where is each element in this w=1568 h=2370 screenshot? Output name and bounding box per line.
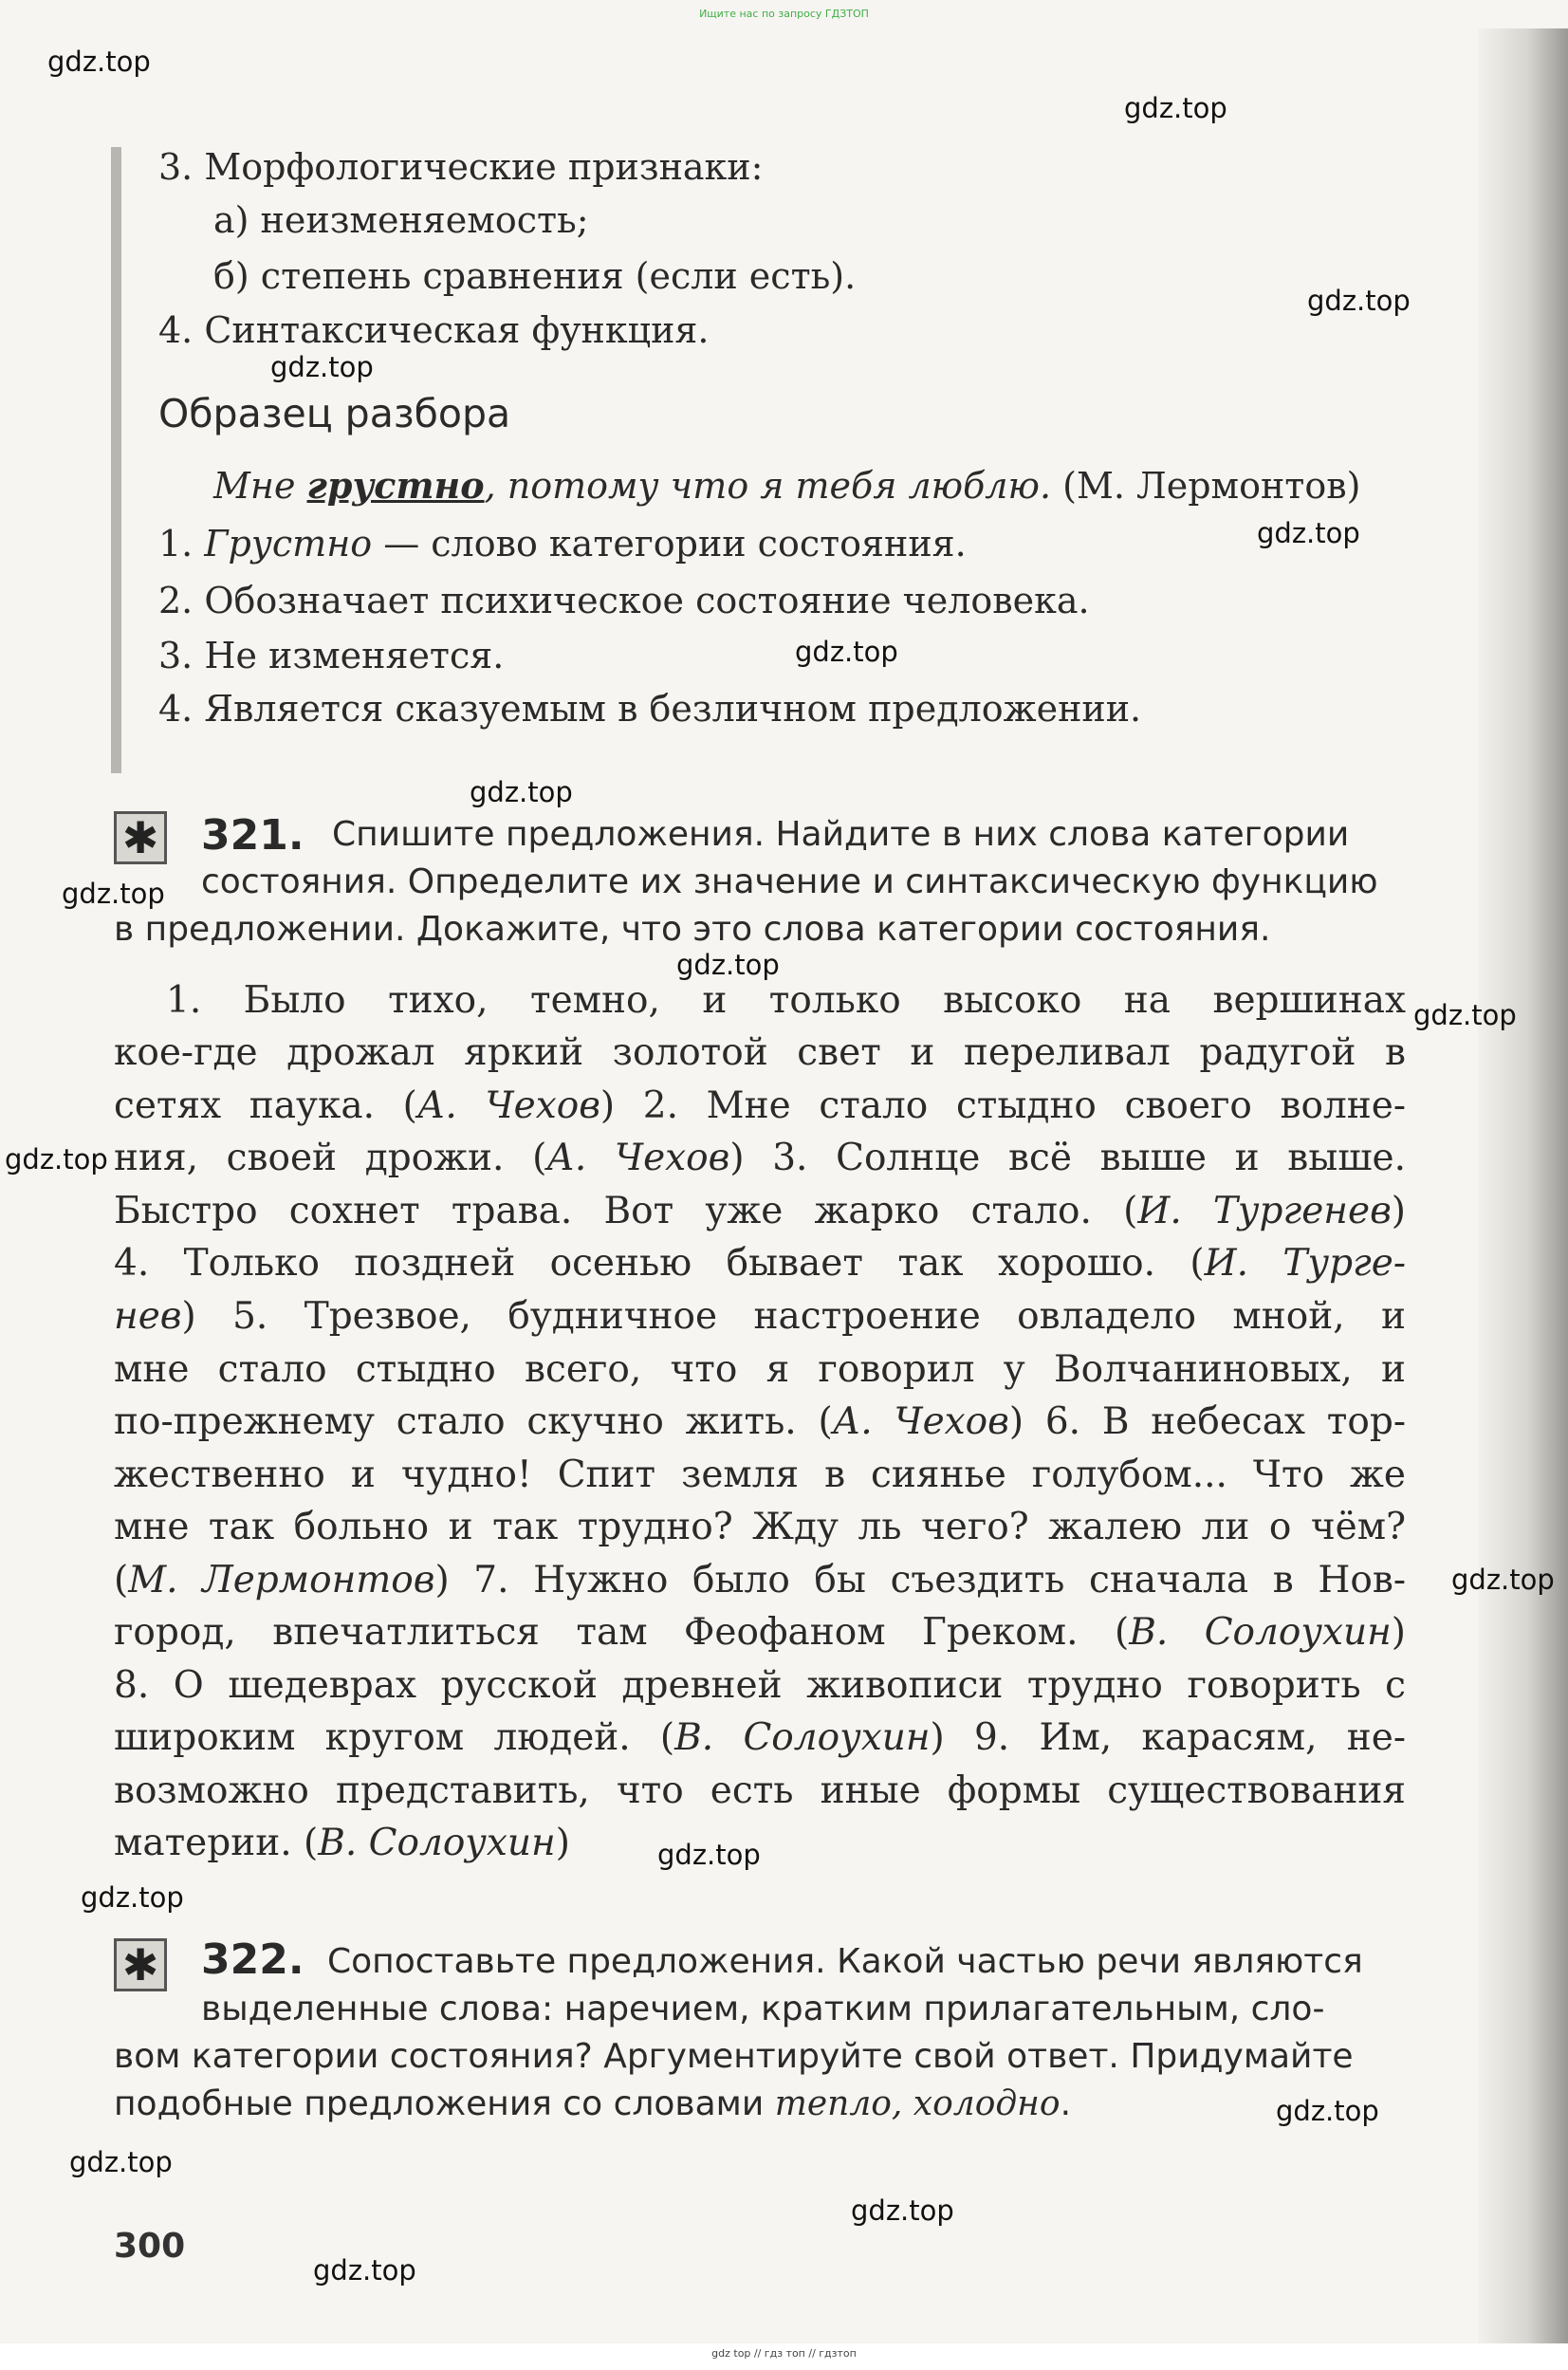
- sample-line-1-rest: — слово категории состояния.: [372, 523, 967, 565]
- exercise-321-line: [114, 1716, 1406, 1759]
- sentence-text: мне стало стыдно всего, что я говорил у Волчаниновых, и: [114, 1348, 1406, 1391]
- exercise-322-task-line-4: [114, 2084, 1072, 2123]
- exercise-321-line: [114, 1031, 1406, 1074]
- footer-note: gdz top // гдз топ // гдзтоп: [711, 2347, 857, 2360]
- page-edge-shadow: [1478, 28, 1568, 2343]
- watermark: gdz.top: [1257, 517, 1360, 549]
- sentence-text: мне так больно и так трудно? Жду ль чего? жалею ли о чём?: [114, 1506, 1406, 1548]
- exercise-321-line: [114, 1453, 1406, 1496]
- sentence-text: широким кругом людей. (: [114, 1716, 675, 1759]
- sample-line-1-word: Грустно: [204, 523, 373, 565]
- sentence-text: ): [1391, 1611, 1406, 1654]
- sample-heading: Образец разбора: [158, 391, 511, 436]
- sample-line-1-num: 1.: [158, 523, 205, 565]
- watermark: gdz.top: [795, 636, 898, 668]
- exercise-321-number: 321.: [201, 811, 304, 860]
- sentence-text: Быстро сохнет трава. Вот уже жарко стало. (: [114, 1190, 1138, 1232]
- exercise-321-line: [114, 1295, 1406, 1338]
- sentence-text: жественно и чудно! Спит земля в сиянье голубом... Что же: [114, 1453, 1406, 1496]
- exercise-321-line: [114, 1611, 1406, 1654]
- exercise-322-number: 322.: [201, 1935, 304, 1984]
- plan-item-3a: а) неизменяемость;: [213, 199, 589, 241]
- watermark: gdz.top: [1413, 999, 1517, 1031]
- author-name: нев: [114, 1295, 182, 1338]
- author-name: А. Чехов: [546, 1137, 730, 1179]
- author-name: В. Солоухин: [674, 1716, 931, 1759]
- asterisk-icon: ✱: [114, 1938, 167, 1991]
- exercise-321-line: [114, 1769, 1406, 1812]
- sentence-text: сетях паука. (: [114, 1084, 417, 1127]
- plan-item-4: 4. Синтаксическая функция.: [158, 309, 710, 351]
- exercise-321-line: [114, 1137, 1406, 1179]
- sample-line-3: 3. Не изменяется.: [158, 635, 505, 676]
- sentence-text: ) 3. Солнце всё выше и выше.: [729, 1137, 1406, 1179]
- watermark: gdz.top: [47, 46, 151, 78]
- watermark: gdz.top: [270, 351, 374, 383]
- watermark: gdz.top: [81, 1881, 184, 1914]
- sentence-text: 8. О шедеврах русской древней живописи трудно говорить с: [114, 1664, 1406, 1707]
- sentence-text: ) 2. Мне стало стыдно своего волне-: [600, 1084, 1407, 1127]
- exercise-321-line: [114, 1348, 1406, 1391]
- sample-line-4: 4. Является сказуемым в безличном предложении.: [158, 688, 1142, 730]
- watermark: gdz.top: [851, 2194, 954, 2227]
- watermark: gdz.top: [5, 1143, 108, 1176]
- watermark: gdz.top: [1124, 92, 1227, 124]
- sentence-text: ) 6. В небесах тор-: [1008, 1400, 1406, 1443]
- watermark: gdz.top: [1276, 2095, 1379, 2127]
- sentence-text: 4. Только поздней осенью бывает так хорошо. (: [114, 1242, 1205, 1285]
- exercise-321-line: [114, 1506, 1406, 1548]
- exercise-321-task-line-2: состояния. Определите их значение и синтаксическую функцию: [201, 862, 1378, 901]
- sample-line-1: [158, 523, 967, 565]
- header-note: Ищите нас по запросу ГДЗТОП: [699, 8, 869, 20]
- exercise-321-line: [114, 1664, 1406, 1707]
- author-name: И. Тургенев: [1137, 1190, 1392, 1232]
- task-4-italic-words: тепло, холодно: [774, 2084, 1061, 2123]
- watermark: gdz.top: [470, 776, 573, 808]
- exercise-321-line: [114, 1084, 1407, 1127]
- quote-author: (М. Лермонтов): [1051, 465, 1361, 507]
- watermark: gdz.top: [657, 1839, 761, 1871]
- exercise-321-task-line-3: в предложении. Докажите, что это слова категории состояния.: [114, 910, 1271, 949]
- quote-word: грустно: [306, 464, 485, 507]
- sample-quote: [213, 464, 1361, 507]
- sample-line-2: 2. Обозначает психическое состояние человека.: [158, 580, 1090, 621]
- exercise-321-line: [166, 979, 1406, 1022]
- exercise-322-task-line-3: вом категории состояния? Аргументируйте свой ответ. Придумайте: [114, 2037, 1354, 2076]
- sentence-text: ния, своей дрожи. (: [114, 1137, 547, 1179]
- sentence-text: ): [1391, 1190, 1406, 1232]
- author-name: А. Чехов: [832, 1400, 1009, 1443]
- author-name: М. Лермонтов: [128, 1559, 435, 1602]
- watermark: gdz.top: [676, 949, 780, 981]
- author-name: В. Солоухин: [318, 1822, 556, 1864]
- sentence-text: ) 5. Трезвое, будничное настроение овладело мной, и: [181, 1295, 1406, 1338]
- author-name: В. Солоухин: [1129, 1611, 1392, 1654]
- task-4-post: .: [1060, 2084, 1072, 2123]
- page-number: 300: [114, 2227, 186, 2266]
- sentence-text: ) 9. Им, карасям, не-: [930, 1716, 1406, 1759]
- sentence-text: материи. (: [114, 1822, 319, 1864]
- sentence-text: 1. Было тихо, темно, и только высоко на вершинах: [166, 979, 1406, 1022]
- exercise-321-task-line-1: Спишите предложения. Найдите в них слова категории: [332, 815, 1350, 854]
- sentence-text: (: [114, 1559, 129, 1602]
- sentence-text: возможно представить, что есть иные формы существования: [114, 1769, 1406, 1812]
- quote-post: , потому что я тебя люблю.: [484, 465, 1052, 507]
- exercise-321-line: [114, 1559, 1406, 1602]
- exercise-321-line: [114, 1242, 1406, 1285]
- sentence-text: кое-где дрожал яркий золотой свет и переливал радугой в: [114, 1031, 1406, 1074]
- exercise-322-task-line-2: выделенные слова: наречием, кратким прилагательным, сло-: [201, 1990, 1325, 2028]
- sentence-text: ): [555, 1822, 570, 1864]
- watermark: gdz.top: [1451, 1564, 1555, 1596]
- plan-item-3b: б) степень сравнения (если есть).: [213, 255, 857, 297]
- task-4-pre: подобные предложения со словами: [114, 2084, 775, 2123]
- quote-pre: Мне: [213, 465, 307, 507]
- watermark: gdz.top: [313, 2254, 416, 2287]
- author-name: А. Чехов: [416, 1084, 600, 1127]
- exercise-322-task-line-1: Сопоставьте предложения. Какой частью речи являются: [327, 1942, 1363, 1981]
- watermark: gdz.top: [69, 2146, 173, 2178]
- sentence-text: город, впечатлиться там Феофаном Греком. (: [114, 1611, 1130, 1654]
- author-name: И. Турге-: [1204, 1242, 1406, 1285]
- sentence-text: по-прежнему стало скучно жить. (: [114, 1400, 833, 1443]
- sentence-text: ) 7. Нужно было бы съездить сначала в Нов-: [434, 1559, 1406, 1602]
- plan-item-3: 3. Морфологические признаки:: [158, 146, 764, 188]
- watermark: gdz.top: [62, 878, 165, 910]
- exercise-321-line: [114, 1190, 1406, 1232]
- exercise-321-line: [114, 1400, 1406, 1443]
- watermark: gdz.top: [1307, 285, 1411, 317]
- asterisk-icon: ✱: [114, 811, 167, 864]
- sample-side-rule: [111, 147, 121, 773]
